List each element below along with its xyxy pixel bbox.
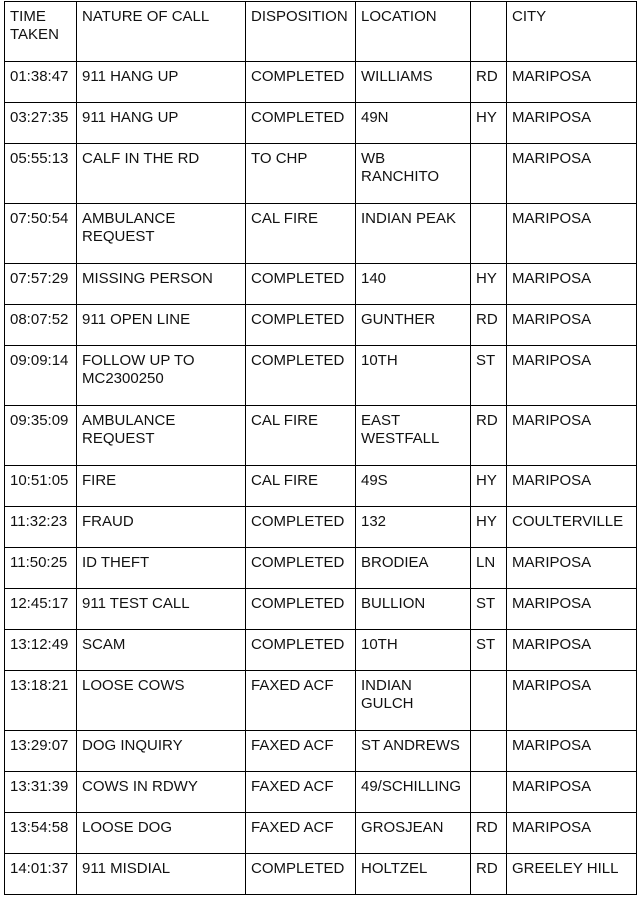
call-log-table xyxy=(4,1,637,895)
cell-disposition: CAL FIRE xyxy=(246,406,356,466)
cell-disposition: FAXED ACF xyxy=(246,813,356,854)
cell-time: 08:07:52 xyxy=(5,305,77,346)
cell-time: 05:55:13 xyxy=(5,144,77,204)
cell-location: 140 xyxy=(356,264,471,305)
cell-location: GROSJEAN xyxy=(356,813,471,854)
table-row xyxy=(5,466,637,507)
cell-time: 09:09:14 xyxy=(5,346,77,406)
cell-time: 13:31:39 xyxy=(5,772,77,813)
cell-location: INDIAN GULCH xyxy=(356,671,471,731)
cell-location: GUNTHER xyxy=(356,305,471,346)
cell-city: MARIPOSA xyxy=(507,589,637,630)
cell-suffix xyxy=(471,671,507,731)
cell-disposition: COMPLETED xyxy=(246,305,356,346)
table-header-row xyxy=(5,2,637,62)
cell-disposition: CAL FIRE xyxy=(246,466,356,507)
table-row xyxy=(5,854,637,895)
cell-time: 13:29:07 xyxy=(5,731,77,772)
cell-location: 49S xyxy=(356,466,471,507)
cell-suffix: HY xyxy=(471,507,507,548)
cell-location: HOLTZEL xyxy=(356,854,471,895)
cell-city: COULTERVILLE xyxy=(507,507,637,548)
header-location: LOCATION xyxy=(356,2,471,62)
cell-time: 07:57:29 xyxy=(5,264,77,305)
table-row xyxy=(5,731,637,772)
cell-disposition: COMPLETED xyxy=(246,589,356,630)
cell-disposition: TO CHP xyxy=(246,144,356,204)
cell-suffix: HY xyxy=(471,264,507,305)
cell-nature: 911 HANG UP xyxy=(77,103,246,144)
cell-location: EAST WESTFALL xyxy=(356,406,471,466)
cell-location: WILLIAMS xyxy=(356,62,471,103)
cell-location: INDIAN PEAK xyxy=(356,204,471,264)
cell-nature: CALF IN THE RD xyxy=(77,144,246,204)
cell-suffix: RD xyxy=(471,406,507,466)
cell-disposition: CAL FIRE xyxy=(246,204,356,264)
cell-disposition: COMPLETED xyxy=(246,346,356,406)
cell-location: BRODIEA xyxy=(356,548,471,589)
cell-nature: ID THEFT xyxy=(77,548,246,589)
cell-nature: LOOSE DOG xyxy=(77,813,246,854)
cell-disposition: FAXED ACF xyxy=(246,671,356,731)
cell-city: MARIPOSA xyxy=(507,548,637,589)
table-row xyxy=(5,507,637,548)
cell-time: 07:50:54 xyxy=(5,204,77,264)
cell-suffix: RD xyxy=(471,62,507,103)
cell-nature: MISSING PERSON xyxy=(77,264,246,305)
cell-disposition: COMPLETED xyxy=(246,103,356,144)
cell-time: 09:35:09 xyxy=(5,406,77,466)
table-row xyxy=(5,548,637,589)
cell-location: ST ANDREWS xyxy=(356,731,471,772)
cell-suffix: RD xyxy=(471,854,507,895)
cell-disposition: COMPLETED xyxy=(246,264,356,305)
header-city: CITY xyxy=(507,2,637,62)
cell-suffix xyxy=(471,144,507,204)
cell-location: WB RANCHITO xyxy=(356,144,471,204)
cell-location: 49/SCHILLING xyxy=(356,772,471,813)
cell-suffix: LN xyxy=(471,548,507,589)
cell-disposition: COMPLETED xyxy=(246,548,356,589)
cell-city: GREELEY HILL xyxy=(507,854,637,895)
cell-city: MARIPOSA xyxy=(507,466,637,507)
table-row xyxy=(5,62,637,103)
cell-city: MARIPOSA xyxy=(507,144,637,204)
table-row xyxy=(5,813,637,854)
cell-location: 10TH xyxy=(356,346,471,406)
table-row xyxy=(5,406,637,466)
cell-time: 01:38:47 xyxy=(5,62,77,103)
cell-suffix xyxy=(471,731,507,772)
table-row xyxy=(5,144,637,204)
cell-suffix: ST xyxy=(471,346,507,406)
cell-nature: AMBULANCE REQUEST xyxy=(77,204,246,264)
table-row xyxy=(5,772,637,813)
cell-time: 10:51:05 xyxy=(5,466,77,507)
cell-location: 49N xyxy=(356,103,471,144)
table-row xyxy=(5,630,637,671)
cell-city: MARIPOSA xyxy=(507,406,637,466)
table-row xyxy=(5,103,637,144)
cell-disposition: COMPLETED xyxy=(246,62,356,103)
cell-nature: DOG INQUIRY xyxy=(77,731,246,772)
cell-city: MARIPOSA xyxy=(507,346,637,406)
cell-location: 10TH xyxy=(356,630,471,671)
cell-nature: 911 TEST CALL xyxy=(77,589,246,630)
table-row xyxy=(5,346,637,406)
cell-disposition: FAXED ACF xyxy=(246,772,356,813)
cell-city: MARIPOSA xyxy=(507,813,637,854)
cell-time: 11:32:23 xyxy=(5,507,77,548)
cell-time: 13:18:21 xyxy=(5,671,77,731)
cell-time: 13:12:49 xyxy=(5,630,77,671)
cell-city: MARIPOSA xyxy=(507,671,637,731)
cell-nature: LOOSE COWS xyxy=(77,671,246,731)
cell-suffix: HY xyxy=(471,103,507,144)
cell-nature: FOLLOW UP TO MC2300250 xyxy=(77,346,246,406)
cell-time: 13:54:58 xyxy=(5,813,77,854)
cell-city: MARIPOSA xyxy=(507,264,637,305)
cell-suffix xyxy=(471,772,507,813)
cell-suffix: RD xyxy=(471,305,507,346)
cell-time: 14:01:37 xyxy=(5,854,77,895)
cell-suffix: HY xyxy=(471,466,507,507)
cell-city: MARIPOSA xyxy=(507,630,637,671)
cell-time: 03:27:35 xyxy=(5,103,77,144)
cell-city: MARIPOSA xyxy=(507,62,637,103)
cell-suffix: ST xyxy=(471,589,507,630)
cell-nature: FIRE xyxy=(77,466,246,507)
cell-disposition: COMPLETED xyxy=(246,507,356,548)
header-suffix xyxy=(471,2,507,62)
table-row xyxy=(5,305,637,346)
cell-nature: COWS IN RDWY xyxy=(77,772,246,813)
cell-location: 132 xyxy=(356,507,471,548)
cell-time: 11:50:25 xyxy=(5,548,77,589)
cell-disposition: FAXED ACF xyxy=(246,731,356,772)
cell-nature: AMBULANCE REQUEST xyxy=(77,406,246,466)
cell-nature: 911 OPEN LINE xyxy=(77,305,246,346)
header-disposition: DISPOSITION xyxy=(246,2,356,62)
cell-suffix xyxy=(471,204,507,264)
cell-suffix: ST xyxy=(471,630,507,671)
header-time-taken: TIME TAKEN xyxy=(5,2,77,62)
cell-nature: FRAUD xyxy=(77,507,246,548)
cell-city: MARIPOSA xyxy=(507,305,637,346)
table-row xyxy=(5,204,637,264)
cell-city: MARIPOSA xyxy=(507,204,637,264)
cell-disposition: COMPLETED xyxy=(246,630,356,671)
cell-disposition: COMPLETED xyxy=(246,854,356,895)
table-row xyxy=(5,671,637,731)
cell-suffix: RD xyxy=(471,813,507,854)
cell-city: MARIPOSA xyxy=(507,103,637,144)
table-row xyxy=(5,264,637,305)
cell-city: MARIPOSA xyxy=(507,731,637,772)
cell-nature: 911 HANG UP xyxy=(77,62,246,103)
cell-location: BULLION xyxy=(356,589,471,630)
cell-city: MARIPOSA xyxy=(507,772,637,813)
cell-nature: SCAM xyxy=(77,630,246,671)
cell-nature: 911 MISDIAL xyxy=(77,854,246,895)
table-row xyxy=(5,589,637,630)
header-nature-of-call: NATURE OF CALL xyxy=(77,2,246,62)
cell-time: 12:45:17 xyxy=(5,589,77,630)
